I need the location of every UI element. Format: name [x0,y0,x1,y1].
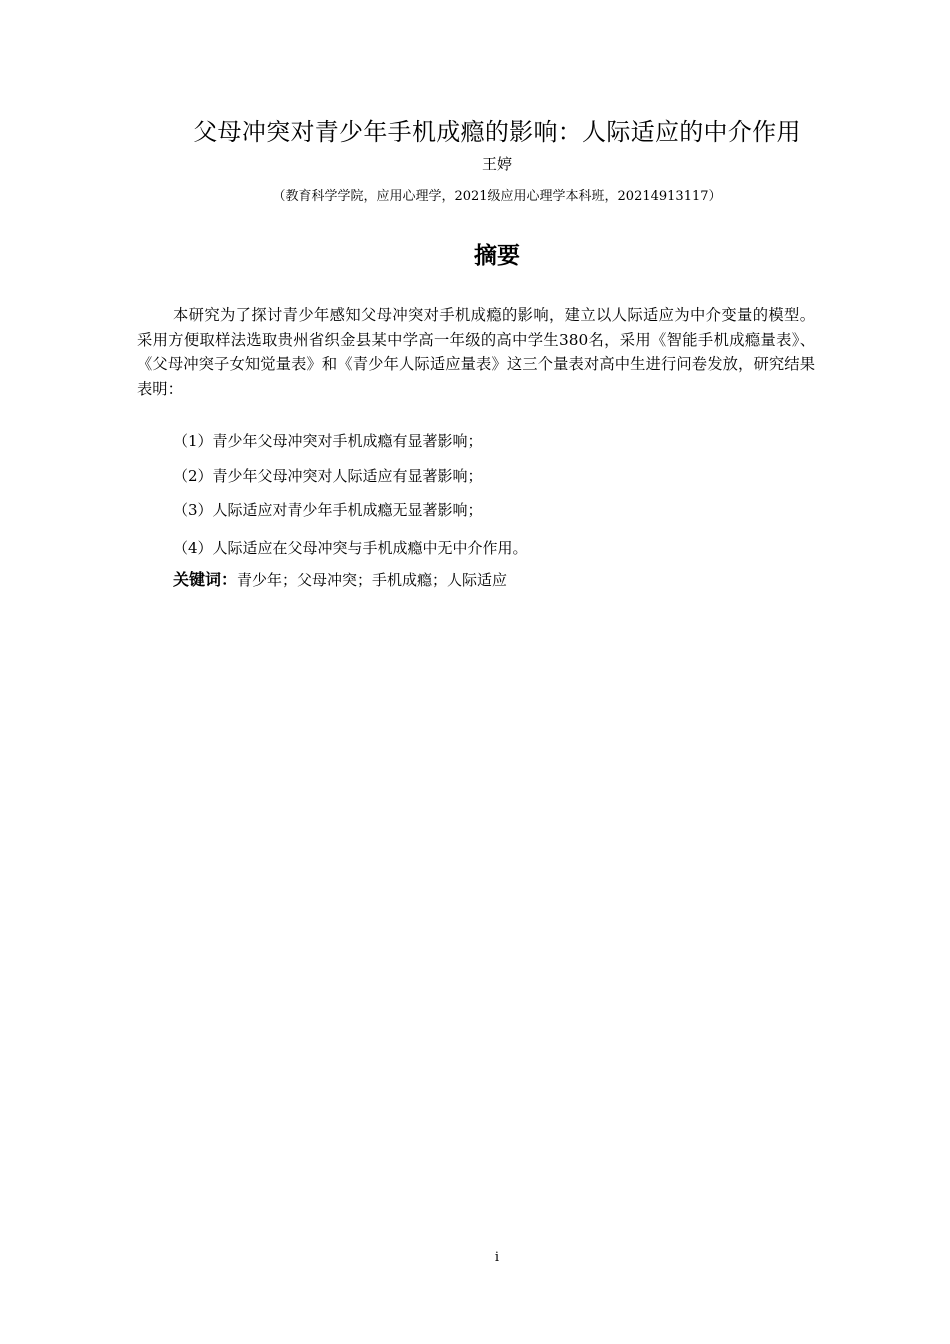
keywords-text: 青少年；父母冲突；手机成瘾；人际适应 [237,571,508,589]
author-affiliation: （教育科学学院，应用心理学，2021级应用心理学本科班，20214913117） [272,189,722,204]
finding-item: （2）青少年父母冲突对人际适应有显著影响； [173,467,483,485]
page-number: i [494,1250,500,1265]
keywords-line [173,569,507,591]
keywords-label: 关键词： [173,570,238,589]
abstract-heading: 摘要 [474,243,520,269]
paper-title: 父母冲突对青少年手机成瘾的影响：人际适应的中介作用 [193,118,801,146]
finding-item: （1）青少年父母冲突对手机成瘾有显著影响； [173,432,483,450]
abstract-body: 本研究为了探讨青少年感知父母冲突对手机成瘾的影响，建立以人际适应为中介变量的模型。采用方便取样法选取贵州省织金县某中学高一年级的高中学生380名，采用《智能手机成瘾量表》、《父母冲突子女知觉量表》和《青少年人际适应量表》这三个量表对高中生进行问卷发放，研究结果表明： [137,306,815,398]
finding-item: （3）人际适应对青少年手机成瘾无显著影响； [173,501,483,519]
finding-item: （4）人际适应在父母冲突与手机成瘾中无中介作用。 [173,539,528,557]
author-name: 王婷 [481,155,512,173]
